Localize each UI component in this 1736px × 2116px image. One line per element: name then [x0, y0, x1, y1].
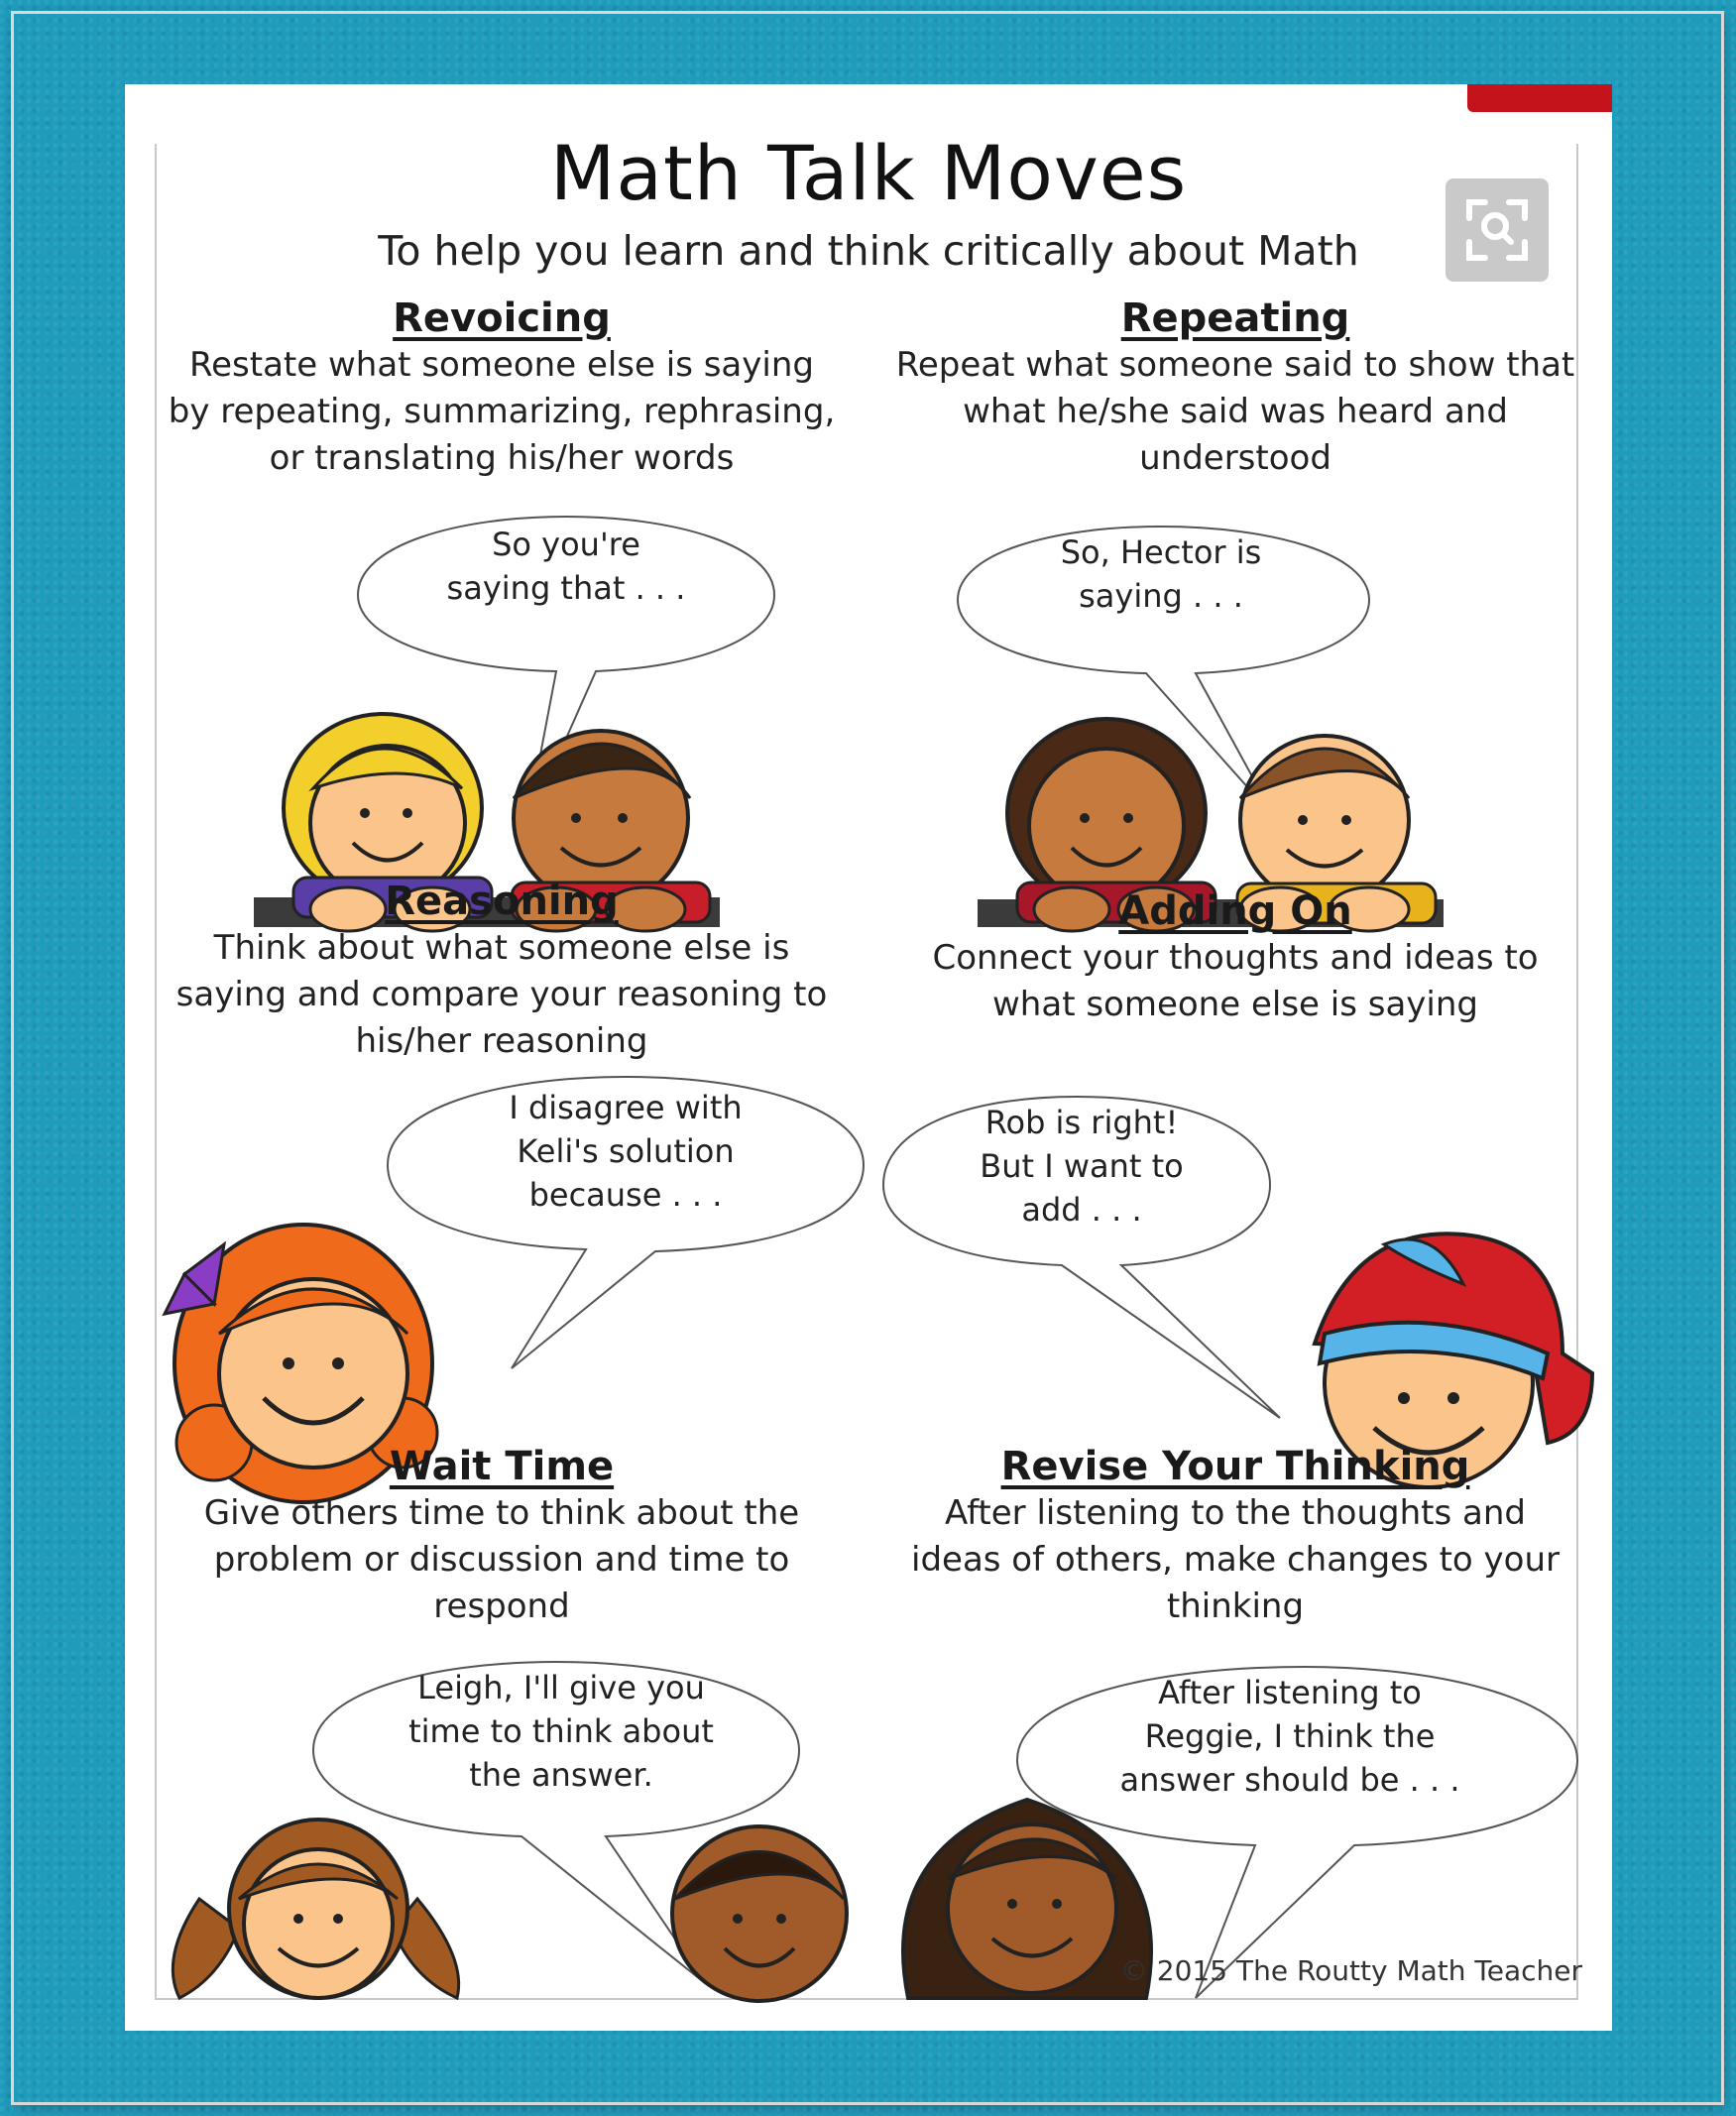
reasoning-heading: Reasoning — [385, 879, 619, 924]
page-title: Math Talk Moves — [549, 129, 1188, 217]
revise-bubble-line-3: answer should be . . . — [1119, 1761, 1460, 1799]
wait-time-line-3: respond — [433, 1587, 570, 1626]
copyright-credit: © 2015 The Routty Math Teacher — [1119, 1954, 1582, 1987]
revise-bubble-line-2: Reggie, I think the — [1144, 1717, 1436, 1755]
wait-time-heading: Wait Time — [389, 1444, 615, 1489]
repeating-bubble-line-2: saying . . . — [1079, 577, 1243, 615]
revise-bubble-line-1: After listening to — [1158, 1674, 1422, 1711]
reasoning-description — [155, 925, 849, 1065]
reasoning-bubble-line-1: I disagree with — [509, 1089, 743, 1126]
adding-on-bubble-line-2: But I want to — [980, 1147, 1184, 1185]
revoicing-bubble-line-1: So you're — [492, 526, 640, 563]
wait-time-bubble-line-1: Leigh, I'll give you — [417, 1669, 705, 1706]
repeating-heading: Repeating — [1120, 295, 1350, 341]
adding-on-line-2: what someone else is saying — [992, 985, 1478, 1024]
pin-tab[interactable] — [1467, 84, 1612, 112]
revoicing-bubble-text — [422, 523, 710, 610]
wait-time-line-2: problem or discussion and time to — [213, 1540, 790, 1580]
revoicing-heading: Revoicing — [393, 295, 611, 341]
revoicing-line-3: or translating his/her words — [269, 438, 735, 478]
revise-line-1: After listening to the thoughts and — [945, 1493, 1526, 1533]
revoicing-description — [155, 342, 849, 482]
wait-time-line-1: Give others time to think about the — [203, 1493, 800, 1533]
reasoning-line-3: his/her reasoning — [355, 1021, 648, 1061]
revise-line-3: thinking — [1166, 1587, 1305, 1626]
repeating-line-3: understood — [1139, 438, 1331, 478]
revise-heading: Revise Your Thinking — [1000, 1444, 1470, 1489]
wait-time-bubble-line-3: the answer. — [469, 1756, 653, 1794]
revoicing-bubble-line-2: saying that . . . — [446, 569, 686, 607]
wait-time-description — [155, 1490, 849, 1630]
adding-on-description — [888, 935, 1582, 1028]
pigtail-girl-illustration — [160, 1790, 487, 2008]
page-subtitle: To help you learn and think critically about Math — [378, 227, 1359, 275]
repeating-description — [888, 342, 1582, 482]
reasoning-bubble-line-3: because . . . — [528, 1176, 723, 1214]
repeating-bubble-line-1: So, Hector is — [1060, 533, 1262, 571]
revise-line-2: ideas of others, make changes to your — [911, 1540, 1560, 1580]
revoicing-line-1: Restate what someone else is saying — [189, 345, 814, 385]
reasoning-bubble-text — [467, 1086, 784, 1217]
dark-boy-illustration — [650, 1810, 868, 2008]
adding-on-bubble-line-3: add . . . — [1021, 1191, 1142, 1229]
revoicing-line-2: by repeating, summarizing, rephrasing, — [168, 392, 836, 431]
adding-on-bubble-text — [933, 1101, 1230, 1232]
reasoning-bubble-line-2: Keli's solution — [517, 1132, 735, 1170]
adding-on-line-1: Connect your thoughts and ideas to — [932, 938, 1539, 978]
adding-on-bubble-line-1: Rob is right! — [984, 1104, 1179, 1141]
repeating-bubble-text — [1012, 530, 1310, 618]
wait-time-bubble-line-2: time to think about — [408, 1712, 714, 1750]
wait-time-bubble-text — [393, 1666, 730, 1797]
repeating-line-2: what he/she said was heard and — [963, 392, 1508, 431]
reasoning-line-2: saying and compare your reasoning to — [175, 975, 828, 1014]
poster — [125, 84, 1612, 2031]
revise-description — [888, 1490, 1582, 1630]
repeating-line-1: Repeat what someone said to show that — [895, 345, 1575, 385]
reasoning-line-1: Think about what someone else is — [213, 928, 790, 968]
adding-on-heading: Adding On — [1118, 888, 1352, 934]
